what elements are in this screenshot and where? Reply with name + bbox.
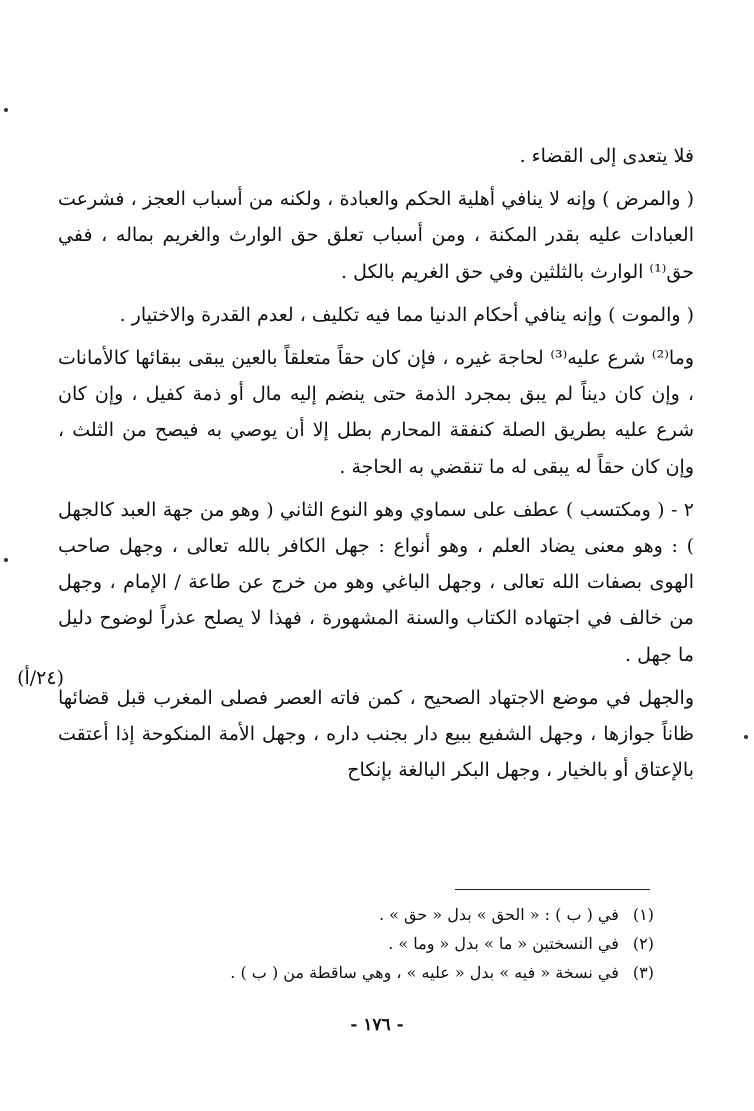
footnote bbox=[94, 900, 654, 929]
margin-mark bbox=[4, 558, 8, 562]
footnotes bbox=[94, 900, 654, 987]
paragraph: فلا يتعدى إلى القضاء . bbox=[519, 145, 694, 167]
footnote-text: في نسخة « فيه » بدل « عليه » ، وهي ساقطة من ( ب ) . bbox=[230, 963, 619, 982]
footnote bbox=[94, 958, 654, 987]
paragraph: والجهل في موضع الاجتهاد الصحيح ، كمن فاته العصر فصلى المغرب قبل قضائها ظاناً جوازها ، وجهل الشفيع ببيع دار بجنب داره ، وجهل الأمة المنكوحة إذا أعتقت بالإعتاق أو بالخيار ، وجهل البكر البالغة بإنكاح bbox=[58, 686, 694, 782]
footnote-divider bbox=[455, 889, 650, 890]
margin-mark bbox=[744, 735, 748, 739]
footnote-number: (٢) bbox=[632, 934, 654, 953]
footnote-text: في ( ب ) : « الحق » بدل « حق » . bbox=[379, 905, 619, 924]
paragraph: ( والموت ) وإنه ينافي أحكام الدنيا مما فيه تكليف ، لعدم القدرة والاختيار . bbox=[119, 303, 694, 326]
paragraph: ٢ - ( ومكتسب ) عطف على سماوي وهو النوع الثاني ( وهو من جهة العبد كالجهل ) : وهو معنى يضاد العلم ، وهو أنواع : جهل الكافر بالله تعالى ، وجهل صاحب الهوى بصفات الله تعالى ، وجهل الباغي وهو من خرج عن طاعة / الإمام ، وجهل من خالف في اجتهاده الكتاب والسنة المشهورة ، فهذا لا يصلح عذراً لوضوح دليل ما جهل . bbox=[58, 498, 694, 666]
footnote bbox=[94, 929, 654, 958]
main-text bbox=[58, 138, 694, 788]
page-number: - ١٧٦ - bbox=[350, 1015, 404, 1035]
footnote-number: (١) bbox=[632, 905, 654, 924]
footnote-number: (٣) bbox=[632, 963, 654, 982]
margin-mark bbox=[4, 108, 8, 112]
paragraph: ( والمرض ) وإنه لا ينافي أهلية الحكم والعبادة ، ولكنه من أسباب العجز ، فشرعت العبادات عليه بقدر المكنة ، ومن أسباب تعلق حق الوارث والغريم بماله ، ففي حق⁽¹⁾ الوارث بالثلثين وفي حق الغريم بالكل . bbox=[58, 188, 694, 283]
manuscript-folio-note: (٢٤/أ) bbox=[17, 667, 64, 689]
paragraph: وما⁽²⁾ شرع عليه⁽³⁾ لحاجة غيره ، فإن كان حقاً متعلقاً بالعين يبقى ببقائها كالأمانات ، وإن كان ديناً لم يبق بمجرد الذمة حتى ينضم إليه مال أو ذمة كفيل ، وإن كان شرع عليه بطريق الصلة كنفقة المحارم بطل إلا أن يوصي به فيصح من الثلث ، وإن كان حقاً له يبقى له ما تنقضي به الحاجة . bbox=[58, 347, 694, 478]
footnote-text: في النسختين « ما » بدل « وما » . bbox=[388, 934, 619, 953]
